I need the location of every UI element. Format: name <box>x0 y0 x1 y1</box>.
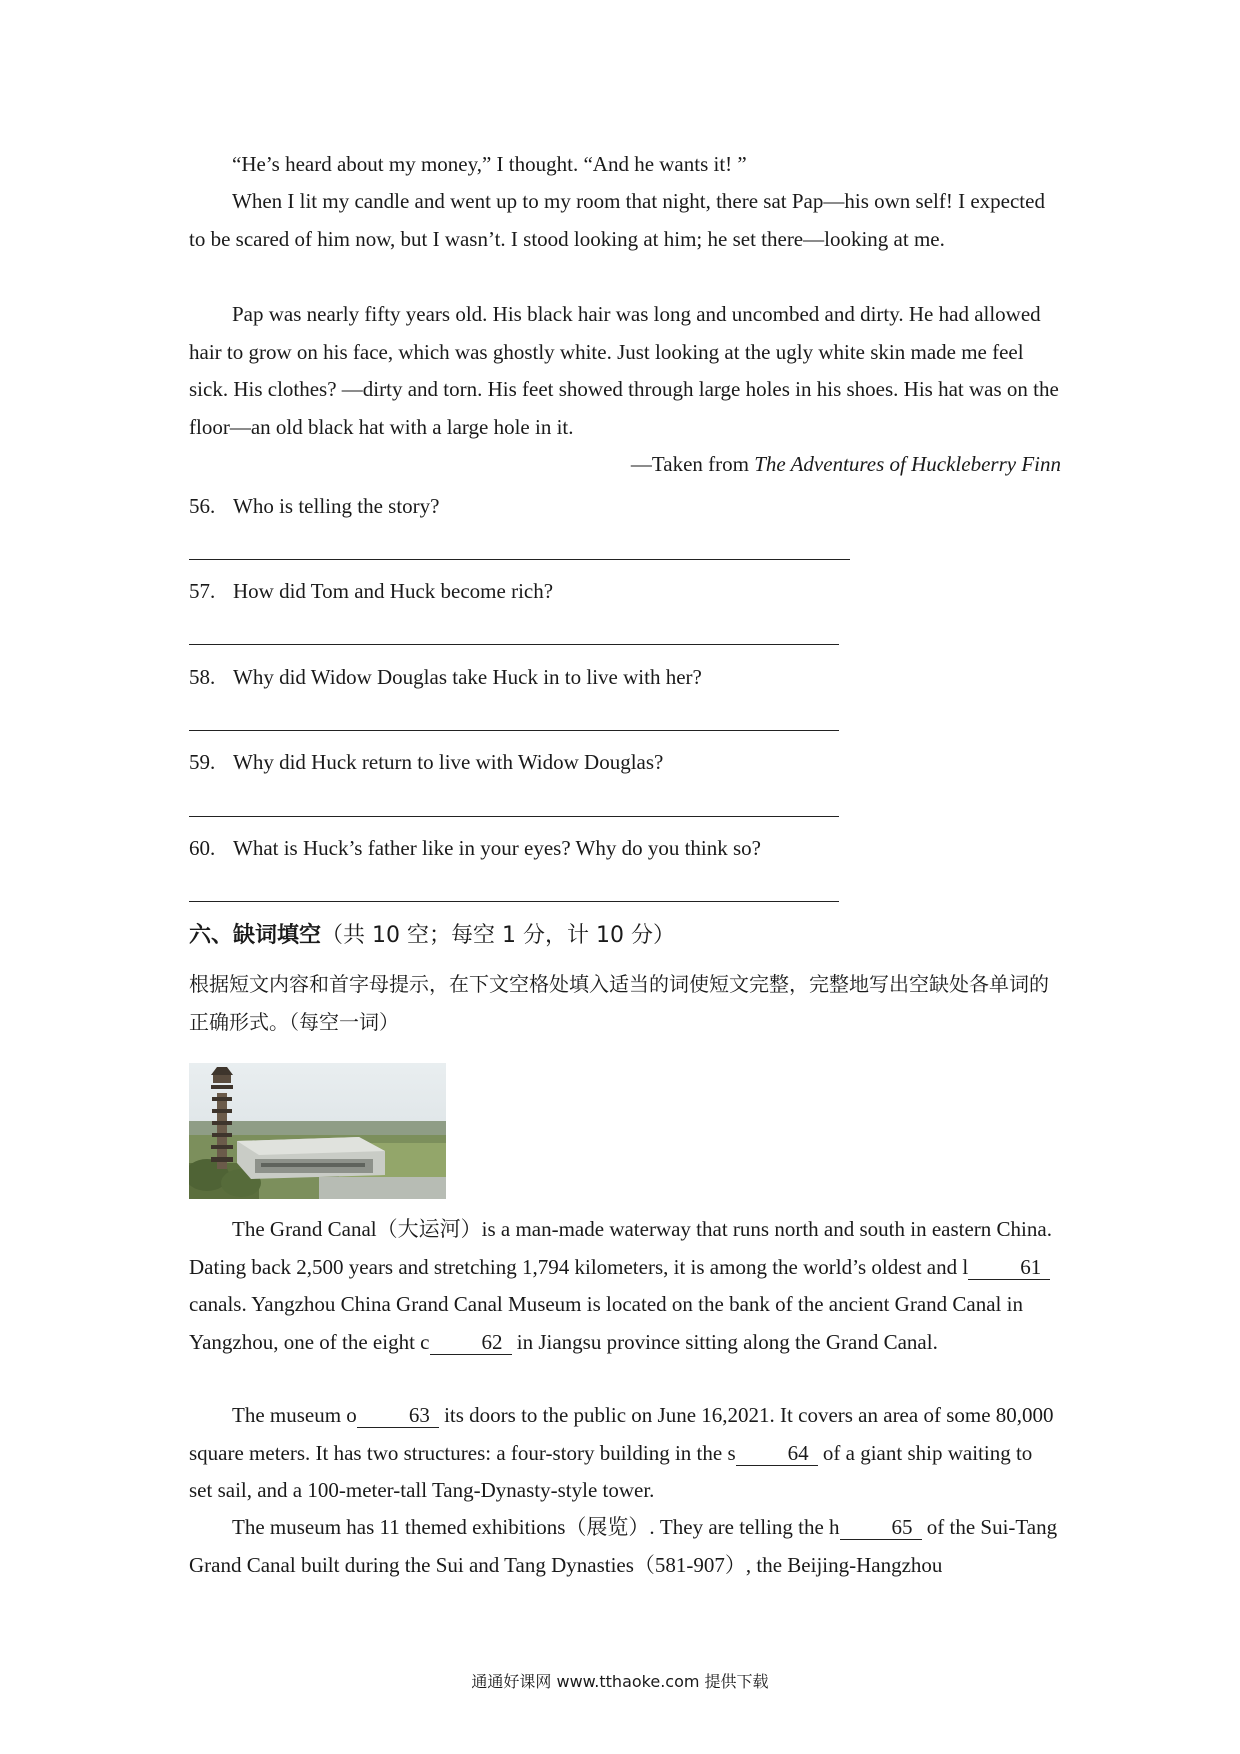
blank-64[interactable]: 64 <box>736 1443 818 1466</box>
question-number: 58. <box>189 665 216 689</box>
cloze-text: The Grand Canal（大运河）is a man-made waterway that runs north and south in eastern China. Dating back 2,500 years and stretching 1,794 kilometers, it is among the world’s oldest and l <box>189 1217 1052 1279</box>
page-footer: 通通好课网 www.tthaoke.com 提供下载 <box>471 1672 769 1691</box>
blank-65[interactable]: 65 <box>840 1517 922 1540</box>
question-60 <box>189 836 761 861</box>
blank-63[interactable]: 63 <box>357 1405 439 1428</box>
passage-source <box>631 452 1061 477</box>
question-number: 57. <box>189 579 216 603</box>
passage-paragraph-1: “He’s heard about my money,” I thought. “And he wants it! ” <box>232 152 747 176</box>
answer-line-59[interactable] <box>189 816 839 817</box>
question-57 <box>189 579 553 604</box>
grand-canal-museum-photo <box>189 1063 446 1199</box>
answer-line-60[interactable] <box>189 901 839 902</box>
cloze-paragraph-1 <box>189 1211 1059 1361</box>
section-title <box>189 918 675 949</box>
cloze-text: The museum has 11 themed exhibitions（展览）. They are telling the h <box>232 1515 840 1539</box>
answer-line-57[interactable] <box>189 644 839 645</box>
museum-photo-illustration <box>189 1063 446 1199</box>
blank-61[interactable]: 61 <box>968 1257 1050 1280</box>
cloze-text: The museum o <box>232 1403 357 1427</box>
source-title: The Adventures of Huckleberry Finn <box>754 452 1061 476</box>
question-text: Why did Widow Douglas take Huck in to live with her? <box>233 665 702 689</box>
cloze-paragraph-3 <box>189 1509 1059 1584</box>
section-title-bold: 六、缺词填空 <box>189 923 322 948</box>
section-title-scoring: （共 10 空；每空 1 分，计 10 分） <box>321 923 675 948</box>
question-number: 59. <box>189 750 216 774</box>
question-text: How did Tom and Huck become rich? <box>233 579 554 603</box>
passage-paragraph-3: Pap was nearly fifty years old. His black hair was long and uncombed and dirty. He had allowed hair to grow on his face, which was ghostly white. Just looking at the ugly white skin made me feel sick. His clothes? —dirty and torn. His feet showed through large holes in his shoes. His hat was on the floor—an old black hat with a large hole in it. <box>189 302 1059 439</box>
source-prefix: —Taken from <box>630 452 755 476</box>
question-number: 56. <box>189 494 216 518</box>
question-text: Who is telling the story? <box>233 494 440 518</box>
answer-line-56[interactable] <box>189 559 850 560</box>
question-text: Why did Huck return to live with Widow Douglas? <box>233 750 664 774</box>
cloze-paragraph-2 <box>189 1397 1059 1510</box>
section-instruction: 根据短文内容和首字母提示，在下文空格处填入适当的词使短文完整，完整地写出空缺处各单词的正确形式。（每空一词） <box>189 972 1049 1034</box>
question-text: What is Huck’s father like in your eyes? Why do you think so? <box>233 836 761 860</box>
cloze-text: its doors to the public on June 16,2021. It covers an area of some 80,000 square meters. It has two structures: a four-story building in the s <box>189 1403 1054 1465</box>
question-58 <box>189 665 702 690</box>
cloze-text: in Jiangsu province sitting along the Grand Canal. <box>511 1329 938 1354</box>
cloze-text: of a giant ship waiting to set sail, and a 100-meter-tall Tang-Dynasty-style tower. <box>189 1440 1033 1502</box>
question-56 <box>189 494 439 519</box>
blank-62[interactable]: 62 <box>430 1332 512 1355</box>
passage-paragraph-2: When I lit my candle and went up to my room that night, there sat Pap—his own self! I expected to be scared of him now, but I wasn’t. I stood looking at him; he set there—looking at me. <box>189 189 1045 251</box>
question-number: 60. <box>189 836 216 860</box>
cloze-text: of the Sui-Tang Grand Canal built during the Sui and Tang Dynasties（581-907）, the Beijing-Hangzhou <box>189 1515 1058 1577</box>
cloze-text: canals. Yangzhou China Grand Canal Museum is located on the bank of the ancient Grand Canal in Yangzhou, one of the eight c <box>189 1292 1023 1354</box>
question-59 <box>189 750 663 775</box>
answer-line-58[interactable] <box>189 730 839 731</box>
